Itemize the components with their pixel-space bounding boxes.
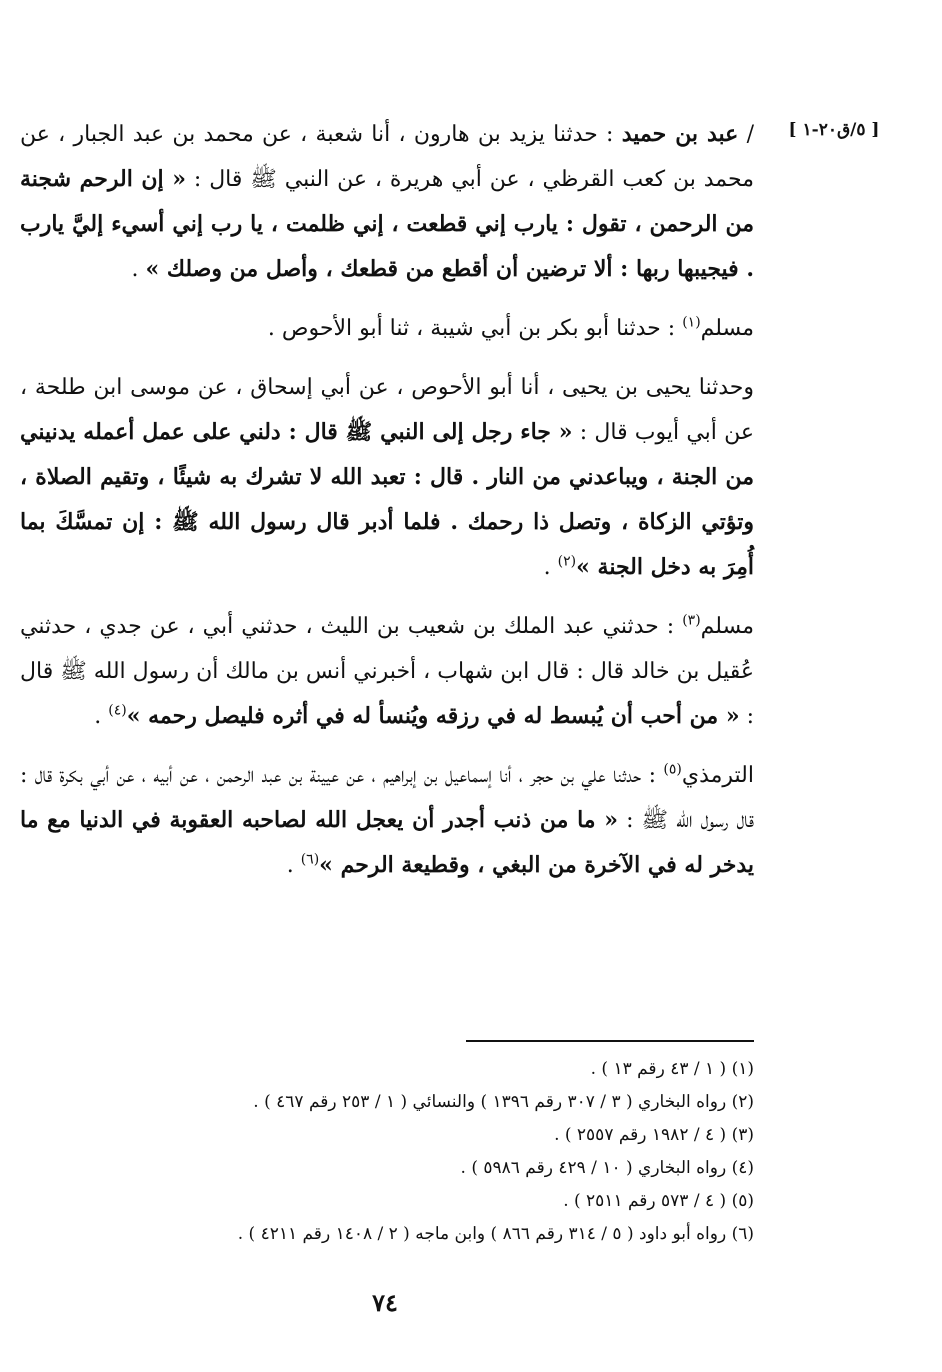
paragraph-p5 [20, 753, 754, 888]
footnote-item: (٣) ( ٤ / ١٩٨٢ رقم ٢٥٥٧ ) . [554, 1125, 754, 1145]
isnad-text: الترمذي [681, 763, 754, 788]
isnad-text: . [131, 257, 146, 282]
hadith-text: « من أحب أن يُبسط له في رزقه ويُنسأ له في أثره فليصل رحمه » [126, 703, 740, 729]
paragraph-p3 [20, 365, 754, 590]
footnote-marker: (١) [682, 314, 701, 331]
isnad-text: . [543, 555, 558, 580]
footnote-item: (١) ( ١ / ٤٣ رقم ١٣ ) . [590, 1059, 754, 1079]
isnad-text: : حدثنا يزيد بن هارون ، أنا شعبة ، عن محمد بن عبد الجبار ، عن محمد بن كعب القرظي ، عن أبي هريرة ، عن النبي ﷺ قال : [20, 122, 754, 192]
paragraph-p2 [20, 306, 754, 351]
isnad-text: مسلم [700, 614, 754, 639]
paragraph-p1 [20, 112, 754, 292]
isnad-text: مسلم [700, 316, 754, 341]
manuscript-folio-reference: [ ٥/ق٢٠-١ ] [788, 120, 880, 140]
footnote-marker: (٣) [682, 612, 701, 629]
footnote-marker: (٤) [108, 702, 127, 719]
isnad-text: . [94, 704, 109, 729]
main-text-body [20, 112, 754, 902]
footnote-marker: (٥) [663, 761, 682, 778]
isnad-text: : حدثني عبد الملك بن شعيب بن الليث ، حدثني أبي ، عن جدي ، حدثني عُقيل بن خالد قال : قال ابن شهاب ، أخبرني أنس بن مالك أن رسول الله ﷺ قال : [20, 614, 754, 729]
hadith-text: « ما من ذنب أجدر أن يعجل الله لصاحبه العقوبة في الدنيا مع ما يدخر له في الآخرة من البغي ، وقطيعة الرحم » [20, 807, 754, 878]
footnote-item: (٢) رواه البخاري ( ٣ / ٣٠٧ رقم ١٣٩٦ ) والنسائي ( ١ / ٢٥٣ رقم ٤٦٧ ) . [253, 1092, 754, 1112]
hadith-text: « إن الرحم شجنة من الرحمن ، تقول : يارب إني قطعت ، إني ظلمت ، يا رب إني أسيء إليَّ يارب . فيجيبها ربها : ألا ترضين أن أقطع من قطعك ، وأصل من وصلك » [20, 166, 754, 282]
footnote-item: (٤) رواه البخاري ( ١٠ / ٤٢٩ رقم ٥٩٨٦ ) . [460, 1158, 754, 1178]
isnad-text: وحدثنا يحيى بن يحيى ، أنا أبو الأحوص ، عن أبي إسحاق ، عن موسى ابن طلحة ، عن أبي أيوب قال : [20, 375, 754, 445]
isnad-text: : حدثنا علي بن حجر ، أنا إسماعيل بن إبراهيم ، عن عيينة بن عبد الرحمن ، عن أبيه ، عن أبي بكرة قال : قال رسول الله ﷺ : [20, 763, 754, 833]
footnote-marker: (٦) [300, 851, 320, 868]
hadith-text: « جاء رجل إلى النبي ﷺ قال : دلني على عمل أعمله يدنيني من الجنة ، ويباعدني من النار . قال : تعبد الله لا تشرك به شيئًا ، وتقيم الصلاة ، وتؤتي الزكاة ، وتصل ذا رحمك . فلما أدبر قال رسول الله ﷺ : إن تمسَّكَ بما أُمِرَ به دخل الجنة » [20, 419, 754, 580]
footnote-item: (٦) رواه أبو داود ( ٥ / ٣١٤ رقم ٨٦٦ ) وابن ماجه ( ٢ / ١٤٠٨ رقم ٤٢١١ ) . [237, 1224, 754, 1244]
footnote-item: (٥) ( ٤ / ٥٧٣ رقم ٢٥١١ ) . [563, 1191, 754, 1211]
page-number: ٧٤ [372, 1288, 398, 1317]
footnote-separator-rule [466, 1040, 754, 1042]
footnote-marker: (٢) [557, 553, 577, 570]
isnad-text: . [286, 853, 301, 878]
hadith-text: عبد بن حميد [621, 121, 739, 147]
isnad-text: / [738, 122, 754, 147]
paragraph-p4 [20, 604, 754, 739]
footnotes-section [20, 1053, 754, 1251]
isnad-text: : حدثنا أبو بكر بن أبي شيبة ، ثنا أبو الأحوص . [267, 316, 683, 341]
